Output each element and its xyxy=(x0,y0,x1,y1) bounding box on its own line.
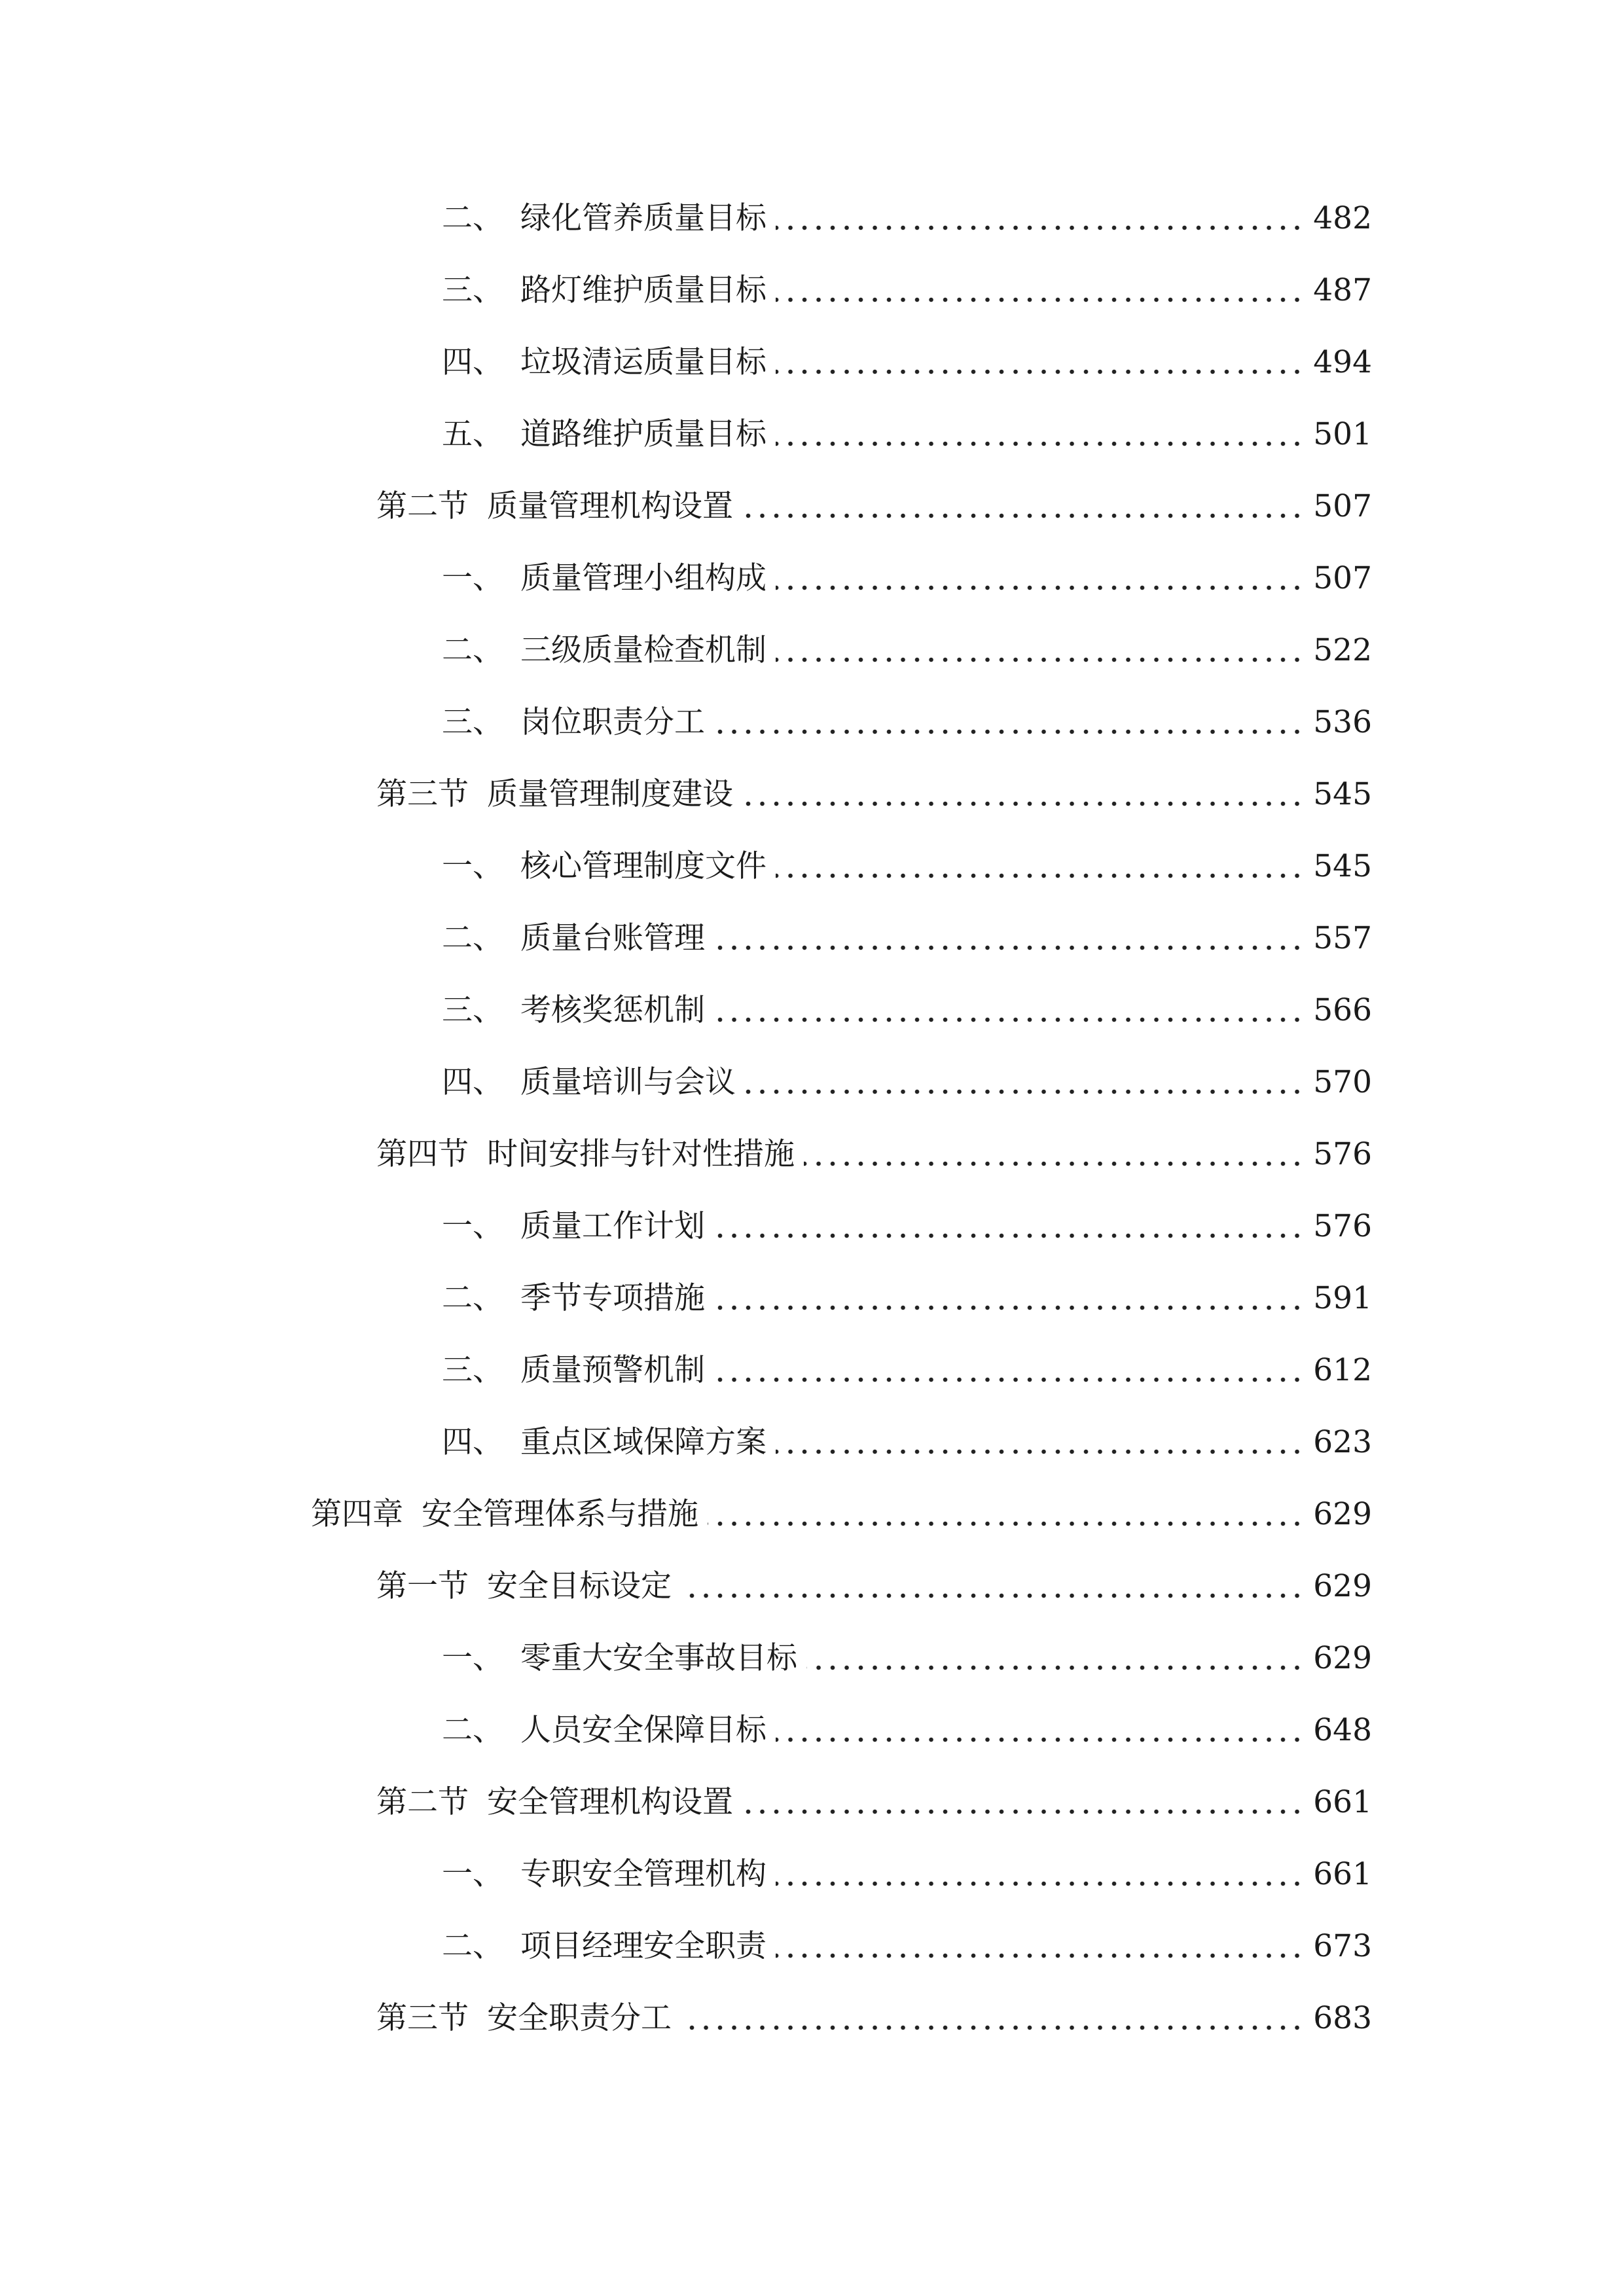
toc-entry-title: 岗位职责分工 xyxy=(520,704,705,740)
toc-entry[interactable] xyxy=(442,1920,1372,1973)
toc-entry-page: 623 xyxy=(1313,1424,1372,1460)
toc-entry-number: 二、 xyxy=(442,1712,503,1748)
toc-entry-number: 二、 xyxy=(442,200,503,236)
toc-entry-page: 522 xyxy=(1313,632,1372,668)
toc-entry-number: 四、 xyxy=(442,344,503,380)
dot-leader xyxy=(745,1088,1304,1095)
toc-entry-title: 安全职责分工 xyxy=(487,2000,672,2036)
toc-entry[interactable] xyxy=(376,1992,1372,2045)
dot-leader xyxy=(742,1808,1304,1815)
toc-entry-title: 人员安全保障目标 xyxy=(520,1712,767,1748)
toc-entry-number: 一、 xyxy=(442,848,503,884)
toc-entry-title: 专职安全管理机构 xyxy=(520,1856,767,1892)
toc-entry-page: 591 xyxy=(1313,1280,1372,1316)
toc-entry[interactable] xyxy=(376,768,1372,821)
toc-entry-number: 四、 xyxy=(442,1064,503,1100)
toc-entry-title: 绿化管养质量目标 xyxy=(520,200,767,236)
toc-entry-number: 四、 xyxy=(442,1424,503,1460)
dot-leader xyxy=(776,872,1304,879)
toc-entry-title: 安全管理体系与措施 xyxy=(422,1496,698,1532)
toc-entry-title: 道路维护质量目标 xyxy=(520,416,767,452)
toc-entry-title: 考核奖惩机制 xyxy=(520,992,705,1028)
dot-leader xyxy=(742,512,1304,519)
toc-entry-title: 项目经理安全职责 xyxy=(520,1928,767,1964)
toc-entry[interactable] xyxy=(442,1704,1372,1757)
toc-entry[interactable] xyxy=(442,696,1372,749)
dot-leader xyxy=(708,1520,1304,1527)
toc-entry[interactable] xyxy=(442,408,1372,461)
dot-leader xyxy=(776,1448,1304,1455)
toc-entry-title: 质量管理制度建设 xyxy=(487,776,733,812)
dot-leader xyxy=(776,224,1304,231)
toc-entry[interactable] xyxy=(376,1776,1372,1829)
dot-leader xyxy=(714,1016,1304,1023)
toc-entry-page: 557 xyxy=(1313,920,1372,956)
dot-leader xyxy=(776,368,1304,375)
toc-entry-title: 质量管理小组构成 xyxy=(520,560,767,596)
toc-entry[interactable] xyxy=(442,1632,1372,1685)
dot-leader xyxy=(681,2024,1304,2031)
toc-entry[interactable] xyxy=(442,552,1372,605)
toc-entry[interactable] xyxy=(442,912,1372,965)
toc-entry-number: 二、 xyxy=(442,1280,503,1316)
toc-entry-page: 661 xyxy=(1313,1856,1372,1892)
toc-entry-page: 648 xyxy=(1313,1712,1372,1748)
toc-entry-number: 第一节 xyxy=(376,1568,469,1604)
dot-leader xyxy=(714,944,1304,951)
toc-entry-number: 五、 xyxy=(442,416,503,452)
toc-entry-page: 494 xyxy=(1313,344,1372,380)
toc-entry[interactable] xyxy=(442,1848,1372,1901)
toc-entry-title: 时间安排与针对性措施 xyxy=(487,1136,795,1172)
toc-entry-page: 545 xyxy=(1313,848,1372,884)
toc-entry-title: 质量台账管理 xyxy=(520,920,705,956)
toc-entry-number: 第三节 xyxy=(376,776,469,812)
toc-entry-number: 二、 xyxy=(442,632,503,668)
toc-entry-number: 第二节 xyxy=(376,1784,469,1820)
toc-entry-number: 二、 xyxy=(442,1928,503,1964)
toc-entry-number: 第二节 xyxy=(376,488,469,524)
toc-entry-page: 487 xyxy=(1313,272,1372,308)
toc-entry[interactable] xyxy=(442,1272,1372,1325)
toc-entry-number: 三、 xyxy=(442,1352,503,1388)
toc-entry[interactable] xyxy=(442,984,1372,1037)
dot-leader xyxy=(776,296,1304,303)
toc-entry-title: 垃圾清运质量目标 xyxy=(520,344,767,380)
toc-entry[interactable] xyxy=(376,480,1372,533)
toc-entry[interactable] xyxy=(442,840,1372,893)
dot-leader xyxy=(806,1664,1304,1671)
dot-leader xyxy=(714,1232,1304,1239)
toc-entry-title: 安全目标设定 xyxy=(487,1568,672,1604)
toc-entry-title: 零重大安全事故目标 xyxy=(520,1640,797,1676)
toc-entry-page: 507 xyxy=(1313,560,1372,596)
toc-entry-page: 545 xyxy=(1313,776,1372,812)
toc-entry-title: 质量预警机制 xyxy=(520,1352,705,1388)
toc-entry-number: 三、 xyxy=(442,272,503,308)
toc-entry-title: 质量培训与会议 xyxy=(520,1064,736,1100)
toc-entry-page: 576 xyxy=(1313,1136,1372,1172)
toc-entry[interactable] xyxy=(442,336,1372,389)
dot-leader xyxy=(714,728,1304,735)
dot-leader xyxy=(776,1952,1304,1959)
toc-entry-number: 第四章 xyxy=(311,1496,403,1532)
dot-leader xyxy=(714,1304,1304,1311)
toc-entry-page: 482 xyxy=(1313,200,1372,236)
toc-entry[interactable] xyxy=(442,192,1372,245)
toc-entry[interactable] xyxy=(376,1560,1372,1613)
dot-leader xyxy=(804,1160,1304,1167)
toc-entry-number: 一、 xyxy=(442,1856,503,1892)
toc-entry-title: 重点区域保障方案 xyxy=(520,1424,767,1460)
toc-entry-number: 三、 xyxy=(442,704,503,740)
toc-entry-page: 673 xyxy=(1313,1928,1372,1964)
toc-entry-page: 536 xyxy=(1313,704,1372,740)
toc-entry-page: 629 xyxy=(1313,1496,1372,1532)
dot-leader xyxy=(714,1376,1304,1383)
toc-entry-page: 570 xyxy=(1313,1064,1372,1100)
toc-entry-page: 683 xyxy=(1313,2000,1372,2036)
toc-entry-page: 661 xyxy=(1313,1784,1372,1820)
toc-entry-page: 629 xyxy=(1313,1568,1372,1604)
toc-entry-title: 安全管理机构设置 xyxy=(487,1784,733,1820)
toc-entry-page: 576 xyxy=(1313,1208,1372,1244)
toc-entry[interactable] xyxy=(442,624,1372,677)
toc-entry-number: 一、 xyxy=(442,1640,503,1676)
toc-entry-number: 二、 xyxy=(442,920,503,956)
toc-entry[interactable] xyxy=(442,1416,1372,1469)
toc-entry-number: 第三节 xyxy=(376,2000,469,2036)
toc-entry[interactable] xyxy=(376,1128,1372,1181)
toc-entry[interactable] xyxy=(442,264,1372,317)
toc-entry-number: 一、 xyxy=(442,1208,503,1244)
toc-entry-title: 季节专项措施 xyxy=(520,1280,705,1316)
toc-entry-page: 566 xyxy=(1313,992,1372,1028)
dot-leader xyxy=(776,656,1304,663)
dot-leader xyxy=(776,440,1304,447)
toc-entry-number: 三、 xyxy=(442,992,503,1028)
toc-entry[interactable] xyxy=(311,1488,1372,1541)
toc-entry-title: 三级质量检查机制 xyxy=(520,632,767,668)
toc-entry-page: 501 xyxy=(1313,416,1372,452)
dot-leader xyxy=(776,1880,1304,1887)
dot-leader xyxy=(681,1592,1304,1599)
dot-leader xyxy=(776,584,1304,591)
toc-entry[interactable] xyxy=(442,1056,1372,1109)
dot-leader xyxy=(776,1736,1304,1743)
toc-entry-number: 一、 xyxy=(442,560,503,596)
toc-entry[interactable] xyxy=(442,1200,1372,1253)
toc-entry-title: 核心管理制度文件 xyxy=(520,848,767,884)
toc-entry-page: 612 xyxy=(1313,1352,1372,1388)
dot-leader xyxy=(742,800,1304,807)
toc-entry[interactable] xyxy=(442,1344,1372,1397)
toc-entry-title: 质量管理机构设置 xyxy=(487,488,733,524)
toc-entry-number: 第四节 xyxy=(376,1136,469,1172)
toc-entry-title: 质量工作计划 xyxy=(520,1208,705,1244)
toc-entry-page: 629 xyxy=(1313,1640,1372,1676)
toc-entry-title: 路灯维护质量目标 xyxy=(520,272,767,308)
toc-entry-page: 507 xyxy=(1313,488,1372,524)
